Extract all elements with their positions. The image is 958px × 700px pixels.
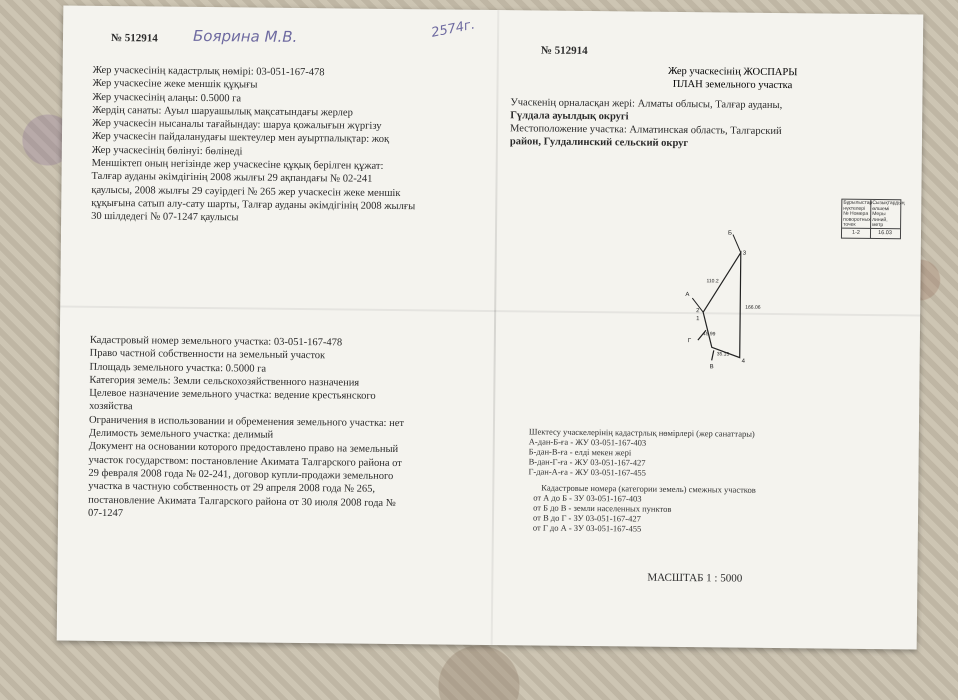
neighbor-ru-line: от Г до А - ЗУ 03-051-167-455 bbox=[532, 522, 642, 534]
kz-line: Жер учаскесінің кадастрлық нөмірі: 03-051-167-478 bbox=[92, 64, 325, 79]
point-3: 3 bbox=[742, 250, 747, 257]
ru-line: Категория земель: Земли сельскохозяйственного назначения bbox=[89, 374, 360, 389]
ru-line: Кадастровый номер земельного участка: 03-051-167-478 bbox=[89, 334, 343, 349]
ru-details bbox=[88, 334, 490, 524]
land-plot-plan bbox=[660, 212, 782, 373]
neighbors-kz bbox=[528, 426, 754, 478]
kz-line: Жердің санаты: Ауыл шаруашылық мақсатындағы жерлер bbox=[92, 104, 353, 119]
kz-details bbox=[91, 64, 493, 228]
ru-line: Право частной собственности на земельный участок bbox=[89, 348, 326, 362]
handwritten-number: 2574г. bbox=[430, 17, 477, 41]
neighbor-b: Б bbox=[727, 230, 732, 237]
kz-line: Талғар ауданы әкімдігінің 2008 жылғы 29 ақпандағы № 02-241 bbox=[91, 171, 373, 186]
neighbor-ru-line: от А до Б - ЗУ 03-051-167-403 bbox=[533, 492, 642, 504]
plot-boundary bbox=[703, 252, 741, 357]
kz-line: Жер учаскесін нысаналы тағайындау: шаруа қожалығын жүргізу bbox=[92, 118, 382, 133]
length-label: 45.99 bbox=[702, 331, 716, 338]
ru-line: Площадь земельного участка: 0.5000 га bbox=[89, 361, 267, 375]
location-line: Гүлдала ауылдық округі bbox=[510, 110, 629, 123]
kz-line: Жер учаскесінің бөлінуі: бөлінеді bbox=[91, 144, 243, 158]
kz-line: Жер учаскесін пайдаланудағы шектеулер мен ауыртпалықтар: жоқ bbox=[91, 131, 390, 146]
ru-line: 07-1247 bbox=[87, 507, 124, 520]
plan-title-kz: Жер учаскесінің ЖОСПАРЫ bbox=[667, 65, 798, 79]
length-label: 110.2 bbox=[706, 278, 719, 285]
neighbor-g: Г bbox=[687, 338, 692, 345]
table-col-points bbox=[842, 200, 871, 238]
document-sheet bbox=[57, 6, 924, 650]
plan-title-ru: ПЛАН земельного участка bbox=[672, 78, 793, 92]
ru-line: хозяйства bbox=[89, 401, 133, 413]
ru-line: участок государством: постановление Акимата Талгарского района от bbox=[88, 454, 402, 469]
neighbor-kz-line: В-дан-Г-ға - ЖУ 03-051-167-427 bbox=[528, 456, 646, 468]
kz-line: Меншіктеп оның негізінде жер учаскесіне құқық берілген құжат: bbox=[91, 157, 384, 172]
kz-line: құқығына сатып алу-сату шарты, Талғар ауданы әкімдігінің 2008 жылғы bbox=[91, 197, 416, 213]
point-1: 1 bbox=[696, 316, 700, 323]
table-cell-lengths: 16.03 bbox=[878, 230, 892, 237]
table-header-points: Бұрылыстар нүктелері № Номера поворотных точек bbox=[843, 199, 873, 228]
location-block bbox=[510, 96, 782, 151]
ru-line: Делимость земельного участка: делимый bbox=[88, 427, 274, 441]
ru-line: постановление Акимата Талгарского района от 30 июля 2008 года № bbox=[88, 494, 396, 509]
location-line: район, Гулдалинский сельский округ bbox=[509, 136, 689, 150]
line-lengths-table bbox=[841, 199, 905, 240]
table-header-lengths: Сызықтардың өлшемі Меры линий, метр bbox=[872, 199, 905, 229]
kz-line: Жер учаскесінің алаңы: 0.5000 га bbox=[92, 91, 242, 104]
ru-line: Ограничения в использовании и обременения земельного участка: нет bbox=[88, 414, 405, 429]
ru-line: 29 февраля 2008 года № 02-241, договор купли-продажи земельного bbox=[88, 467, 394, 482]
ru-line: участка в частную собственность от 29 апреля 2008 года № 265, bbox=[88, 481, 376, 496]
ru-line: Документ на основании которого предоставлено право на земельный bbox=[88, 441, 399, 456]
kz-line: қаулысы, 2008 жылғы 29 сәуірдегі № 265 жер учаскесін жеке меншік bbox=[91, 184, 401, 199]
neighbor-ru-line: от В до Г - ЗУ 03-051-167-427 bbox=[532, 512, 641, 524]
neighbor-v: В bbox=[709, 364, 714, 371]
kz-line: 30 шілдедегі № 07-1247 қаулысы bbox=[91, 211, 239, 224]
arrow-v bbox=[712, 350, 714, 360]
neighbor-kz-line: Г-дан-А-ға - ЖУ 03-051-167-455 bbox=[528, 466, 646, 478]
point-4: 4 bbox=[741, 358, 746, 365]
length-label: 35.15 bbox=[716, 351, 730, 358]
neighbor-ru-line: от Б до В - земли населенных пунктов bbox=[533, 502, 672, 514]
neighbor-a: А bbox=[685, 292, 690, 299]
kz-line: Жер учаскесіне жеке меншік құқығы bbox=[92, 78, 258, 91]
neighbor-kz-line: А-дан-Б-ға - ЖУ 03-051-167-403 bbox=[528, 436, 647, 448]
neighbors-kz-title: Шектесу учаскелерінің кадастрлық нөмірлері (жер санаттары) bbox=[528, 426, 755, 439]
neighbors-ru-title: Кадастровые номера (категории земель) смежных участков bbox=[541, 482, 756, 495]
neighbor-kz-line: Б-дан-В-ға - елді мекен жері bbox=[528, 446, 632, 458]
length-label: 166.06 bbox=[745, 304, 761, 311]
table-col-lengths bbox=[871, 199, 905, 238]
left-certificate-number: № 512914 bbox=[110, 32, 158, 45]
horizontal-fold-line bbox=[60, 305, 920, 316]
location-line: Учаскенің орналасқан жері: Алматы облысы, Талғар ауданы, bbox=[510, 97, 783, 112]
neighbors-ru bbox=[533, 482, 756, 534]
arrow-b bbox=[733, 235, 741, 253]
point-2: 2 bbox=[696, 308, 700, 315]
table-cell-points: 1-2 bbox=[851, 229, 861, 236]
handwritten-name: Боярина М.В. bbox=[192, 26, 298, 46]
right-certificate-number: № 512914 bbox=[540, 44, 588, 58]
ru-line: Целевое назначение земельного участка: ведение крестьянского bbox=[89, 387, 376, 402]
location-line: Местоположение участка: Алматинская область, Талгарский bbox=[510, 123, 782, 138]
scale-label: МАСШТАБ 1 : 5000 bbox=[647, 571, 743, 585]
